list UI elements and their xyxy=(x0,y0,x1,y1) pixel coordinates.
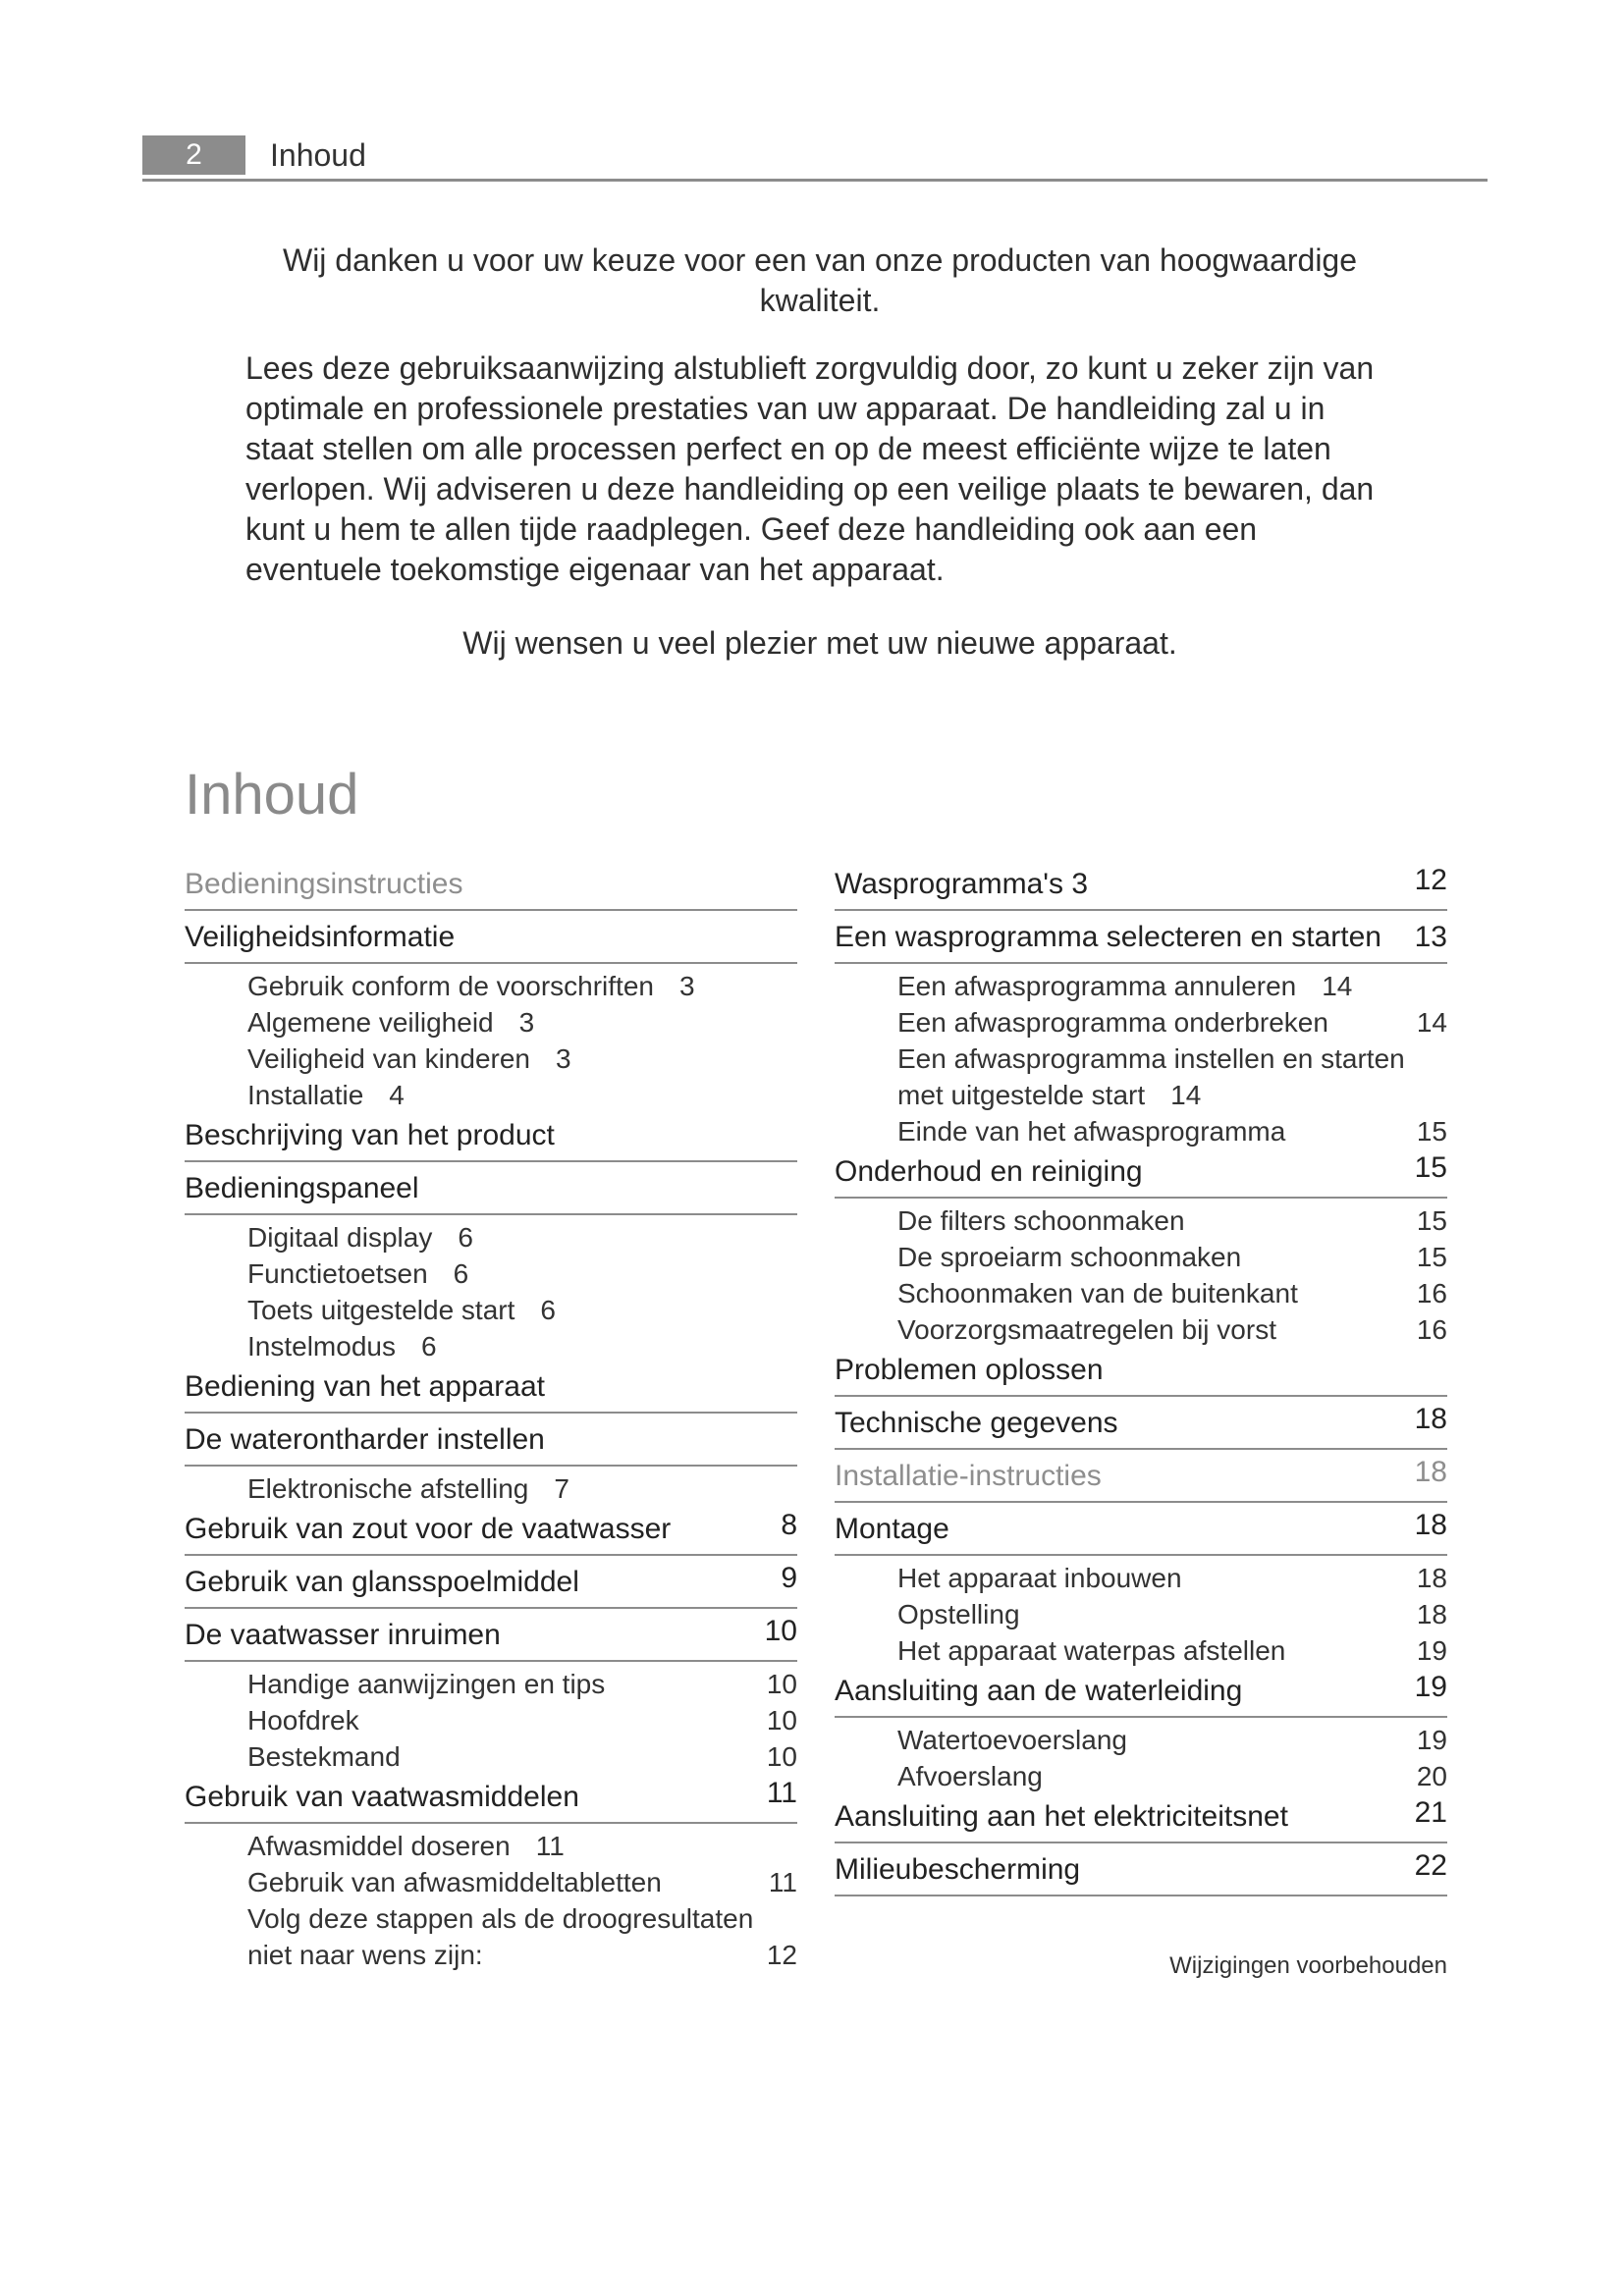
toc-sub-entry[interactable] xyxy=(835,1202,1447,1239)
toc-entry-title: Technische gegevens xyxy=(835,1407,1118,1439)
page-number: 2 xyxy=(142,135,245,175)
toc-sub-entry[interactable] xyxy=(185,1077,797,1113)
toc-entry-page: 10 xyxy=(766,1741,797,1772)
toc-entry-title: Gebruik van glansspoelmiddel xyxy=(185,1566,579,1598)
toc-entry-page: 14 xyxy=(1416,1007,1447,1038)
toc-entry-title: De vaatwasser inruimen xyxy=(185,1619,501,1651)
toc-entry-title: Montage xyxy=(835,1513,949,1545)
toc-chapter-entry[interactable] xyxy=(185,1364,797,1414)
toc-sub-entry[interactable] xyxy=(185,1828,797,1864)
toc-entry-page: 13 xyxy=(1414,921,1447,953)
toc-entry-page: 6 xyxy=(420,1331,437,1362)
toc-entry-title: Einde van het afwasprogramma xyxy=(897,1116,1286,1147)
toc-entry-page: 10 xyxy=(766,1705,797,1735)
toc-sub-entry[interactable] xyxy=(835,1041,1447,1113)
toc-entry-page: 10 xyxy=(766,1669,797,1699)
toc-entry-page: 18 xyxy=(1416,1599,1447,1629)
toc-entry-page: 6 xyxy=(458,1222,473,1253)
toc-entry-title: Installatie xyxy=(247,1080,364,1110)
intro-instructions: Lees deze gebruiksaanwijzing alstublieft zorgvuldig door, zo kunt u zeker zijn van optimale en professionele prestaties van uw apparaat. De handleiding zal u in staat stellen om alle processen perfect en op de meest efficiënte wijze te laten verlopen. Wij adviseren u deze handleiding op een veilige plaats te bewaren, dan kunt u hem te allen tijde raadplegen. Geef deze handleiding ook aan een eventuele toekomstige eigenaar van het apparaat. xyxy=(245,350,1375,587)
toc-sub-entry[interactable] xyxy=(185,1328,797,1364)
toc-entry-title: Veiligheidsinformatie xyxy=(185,921,456,953)
toc-entry-title: Bestekmand xyxy=(247,1741,401,1772)
page-header xyxy=(142,135,1488,185)
header-divider xyxy=(142,179,1488,182)
toc-entry-page: 7 xyxy=(554,1473,569,1504)
toc-entry-title: Een afwasprogramma onderbreken xyxy=(897,1007,1328,1038)
intro-text xyxy=(245,240,1394,664)
toc-entry-title: Instelmodus xyxy=(247,1331,396,1362)
toc-chapter-entry[interactable] xyxy=(835,1847,1447,1896)
toc-chapter-entry[interactable] xyxy=(185,1613,797,1662)
toc-entry-page: 19 xyxy=(1416,1725,1447,1755)
toc-sub-entry[interactable] xyxy=(185,1004,797,1041)
toc-entry-page: 19 xyxy=(1414,1671,1447,1703)
toc-entry-title: Aansluiting aan het elektriciteitsnet xyxy=(835,1800,1288,1833)
toc-entry-title: Schoonmaken van de buitenkant xyxy=(897,1278,1298,1308)
toc-sub-entry[interactable] xyxy=(835,1275,1447,1311)
toc-entry-title: Gebruik conform de voorschriften xyxy=(247,971,654,1001)
toc-sub-entry[interactable] xyxy=(185,1292,797,1328)
toc-entry-title: Hoofdrek xyxy=(247,1705,359,1735)
toc-sub-entry[interactable] xyxy=(835,1311,1447,1348)
toc-entry-title: De sproeiarm schoonmaken xyxy=(897,1242,1242,1272)
toc-entry-page: 14 xyxy=(1170,1080,1202,1110)
toc-entry-title: Functietoetsen xyxy=(247,1258,428,1289)
toc-chapter-entry[interactable] xyxy=(835,862,1447,911)
toc-entry-page: 10 xyxy=(764,1615,797,1647)
toc-sub-entry[interactable] xyxy=(185,1041,797,1077)
toc-sub-entry[interactable] xyxy=(185,1900,797,1973)
toc-entry-page: 16 xyxy=(1416,1314,1447,1345)
toc-sub-entry[interactable] xyxy=(835,1722,1447,1758)
toc-sub-entry[interactable] xyxy=(835,1004,1447,1041)
toc-chapter-entry[interactable] xyxy=(835,1401,1447,1450)
toc-sub-entry[interactable] xyxy=(185,1666,797,1702)
toc-sub-entry[interactable] xyxy=(185,1219,797,1255)
toc-entry-page: 15 xyxy=(1414,1151,1447,1184)
toc-sub-entry[interactable] xyxy=(835,1113,1447,1149)
toc-entry-page: 3 xyxy=(678,971,695,1001)
toc-entry-page: 19 xyxy=(1416,1635,1447,1666)
toc-entry-page: 11 xyxy=(535,1831,565,1861)
toc-sub-entry[interactable] xyxy=(185,1864,797,1900)
toc-entry-page: 12 xyxy=(766,1940,797,1970)
toc-entry-page: 4 xyxy=(389,1080,405,1110)
toc-chapter-entry[interactable] xyxy=(835,1454,1447,1503)
toc-entry-page: 11 xyxy=(766,1777,797,1809)
toc-entry-title: Het apparaat inbouwen xyxy=(897,1563,1182,1593)
toc-sub-entry[interactable] xyxy=(835,1596,1447,1632)
toc-entry-title: Een afwasprogramma annuleren xyxy=(897,971,1297,1001)
toc-entry-page: 15 xyxy=(1416,1205,1447,1236)
toc-entry-page: 11 xyxy=(768,1867,797,1897)
toc-chapter-entry[interactable] xyxy=(185,915,797,964)
toc-sub-entry[interactable] xyxy=(835,1758,1447,1794)
toc-entry-page: 6 xyxy=(540,1295,556,1325)
toc-chapter-entry[interactable] xyxy=(835,1669,1447,1718)
toc-entry-title: Bedieningspaneel xyxy=(185,1172,419,1204)
toc-sub-entry[interactable] xyxy=(835,1560,1447,1596)
toc-sub-entry[interactable] xyxy=(835,968,1447,1004)
toc-entry-title: Onderhoud en reiniging xyxy=(835,1155,1143,1188)
toc-sub-entry[interactable] xyxy=(185,968,797,1004)
toc-entry-page: 3 xyxy=(518,1007,535,1038)
toc-entry-title: Digitaal display xyxy=(247,1222,433,1253)
toc-entry-title: Gebruik van zout voor de vaatwasser xyxy=(185,1513,672,1545)
toc-entry-page: 8 xyxy=(781,1509,797,1541)
toc-entry-title: Veiligheid van kinderen xyxy=(247,1043,530,1074)
toc-chapter-entry[interactable] xyxy=(185,862,797,911)
toc-chapter-entry[interactable] xyxy=(835,1507,1447,1556)
toc-entry-title: Bedieningsinstructies xyxy=(185,868,463,900)
toc-entry-page: 16 xyxy=(1416,1278,1447,1308)
toc-entry-title: Afvoerslang xyxy=(897,1761,1043,1791)
toc-column-right xyxy=(835,862,1447,1900)
toc-entry-title: Installatie-instructies xyxy=(835,1460,1102,1492)
toc-sub-entry[interactable] xyxy=(835,1239,1447,1275)
toc-entry-page: 18 xyxy=(1416,1563,1447,1593)
toc-chapter-entry[interactable] xyxy=(185,1775,797,1824)
toc-entry-page: 14 xyxy=(1322,971,1353,1001)
toc-entry-title: Aansluiting aan de waterleiding xyxy=(835,1675,1243,1707)
toc-sub-entry[interactable] xyxy=(185,1702,797,1738)
toc-entry-title: Afwasmiddel doseren xyxy=(247,1831,511,1861)
toc-chapter-entry[interactable] xyxy=(835,1348,1447,1397)
toc-entry-title: Een wasprogramma selecteren en starten xyxy=(835,921,1381,953)
toc-entry-page: 18 xyxy=(1414,1509,1447,1541)
toc-entry-page: 22 xyxy=(1414,1849,1447,1882)
toc-sub-entry[interactable] xyxy=(185,1255,797,1292)
toc-entry-title: Gebruik van vaatwasmiddelen xyxy=(185,1781,579,1813)
toc-entry-title: Handige aanwijzingen en tips xyxy=(247,1669,606,1699)
toc-entry-title: Algemene veiligheid xyxy=(247,1007,494,1038)
header-title: Inhoud xyxy=(270,137,366,173)
toc-chapter-entry[interactable] xyxy=(185,1113,797,1162)
toc-entry-title: Milieubescherming xyxy=(835,1853,1081,1886)
toc-entry-page: 6 xyxy=(453,1258,469,1289)
toc-entry-title: Beschrijving van het product xyxy=(185,1119,555,1151)
toc-entry-page: 12 xyxy=(1414,864,1447,896)
toc-entry-title: Problemen oplossen xyxy=(835,1354,1104,1386)
toc-chapter-entry[interactable] xyxy=(835,1794,1447,1843)
toc-chapter-entry[interactable] xyxy=(185,1560,797,1609)
toc-heading: Inhoud xyxy=(185,763,359,827)
footer-note: Wijzigingen voorbehouden xyxy=(1169,1952,1447,1979)
toc-entry-page: 15 xyxy=(1416,1116,1447,1147)
toc-sub-entry[interactable] xyxy=(185,1470,797,1507)
toc-entry-title: Het apparaat waterpas afstellen xyxy=(897,1635,1286,1666)
toc-chapter-entry[interactable] xyxy=(185,1417,797,1467)
toc-entry-title: Een afwasprogramma instellen en starten met uitgestelde start xyxy=(897,1043,1405,1110)
toc-entry-page: 15 xyxy=(1416,1242,1447,1272)
toc-entry-title: Toets uitgestelde start xyxy=(247,1295,515,1325)
toc-entry-title: De waterontharder instellen xyxy=(185,1423,545,1456)
toc-entry-page: 21 xyxy=(1414,1796,1447,1829)
toc-entry-page: 20 xyxy=(1416,1761,1447,1791)
toc-chapter-entry[interactable] xyxy=(835,915,1447,964)
toc-entry-title: Gebruik van afwasmiddeltabletten xyxy=(247,1867,662,1897)
toc-entry-title: Bediening van het apparaat xyxy=(185,1370,545,1403)
toc-entry-page: 18 xyxy=(1414,1456,1447,1488)
toc-entry-title: De filters schoonmaken xyxy=(897,1205,1185,1236)
toc-entry-title: Watertoevoerslang xyxy=(897,1725,1127,1755)
toc-entry-page: 18 xyxy=(1414,1403,1447,1435)
toc-entry-title: Voorzorgsmaatregelen bij vorst xyxy=(897,1314,1276,1345)
toc-entry-page: 9 xyxy=(781,1562,797,1594)
toc-chapter-entry[interactable] xyxy=(835,1149,1447,1199)
toc-sub-entry[interactable] xyxy=(185,1738,797,1775)
toc-entry-title: Volg deze stappen als de droogresultaten niet naar wens zijn: xyxy=(247,1903,754,1970)
toc-sub-entry[interactable] xyxy=(835,1632,1447,1669)
toc-entry-title: Elektronische afstelling xyxy=(247,1473,529,1504)
toc-entry-page: 3 xyxy=(555,1043,571,1074)
toc-chapter-entry[interactable] xyxy=(185,1507,797,1556)
toc-chapter-entry[interactable] xyxy=(185,1166,797,1215)
toc-column-left xyxy=(185,862,797,1973)
intro-thanks: Wij danken u voor uw keuze voor een van onze producten van hoogwaardige kwaliteit. xyxy=(282,242,1358,318)
toc-entry-title: Wasprogramma's 3 xyxy=(835,868,1089,900)
toc-entry-title: Opstelling xyxy=(897,1599,1020,1629)
intro-wishes: Wij wensen u veel plezier met uw nieuwe apparaat. xyxy=(462,625,1177,661)
